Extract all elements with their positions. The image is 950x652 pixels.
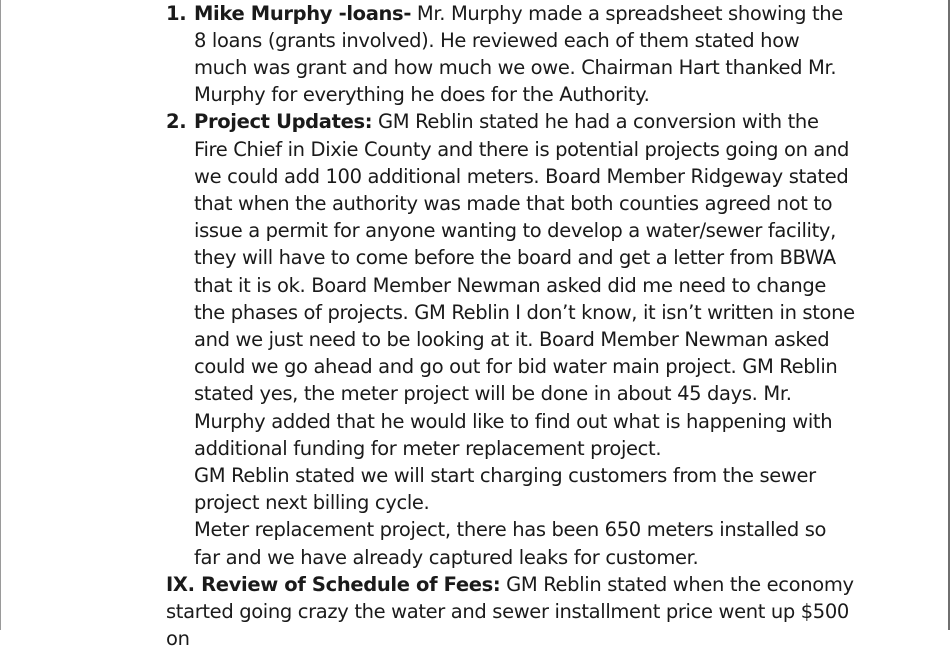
list-item-loans xyxy=(166,0,856,108)
page-left-edge xyxy=(0,0,1,630)
section-heading: IX. Review of Schedule of Fees: xyxy=(166,572,501,596)
document-page xyxy=(166,0,856,652)
item-body: Mr. Murphy made a spreadsheet showing the 8 loans (grants involved). He reviewed each of them stated how much was grant and how much we owe. Chairman Hart thanked Mr. Murphy for everything he does for the Authority. xyxy=(194,1,843,107)
item-paragraph: Meter replacement project, there has been 650 meters installed so far and we have already captured leaks for customer. xyxy=(194,518,827,569)
list-number: 1. xyxy=(166,1,187,25)
item-heading: Project Updates: xyxy=(194,110,373,134)
section-schedule-of-fees xyxy=(166,571,856,652)
section-body: GM Reblin stated when the economy started going crazy the water and sewer installment price went up $500 on xyxy=(166,572,854,651)
list-item-text xyxy=(194,0,856,108)
item-heading: Mike Murphy -loans- xyxy=(194,1,412,25)
item-paragraph: GM Reblin stated we will start charging customers from the sewer project next billing cycle. xyxy=(194,463,816,515)
list-number: 2. xyxy=(166,110,187,134)
list-item-project-updates xyxy=(166,108,856,570)
item-body: GM Reblin stated he had a conversion with the Fire Chief in Dixie County and there is potential projects going on and we could add 100 additional meters. Board Member Ridgeway stated that when the authority was made that both counties agreed not to issue a permit for anyone wanting to develop a water/sewer facility, they will have to come before the board and get a letter from BBWA that it is ok. Board Member Newman asked did me need to change the phases of projects. GM Reblin I don’t know, it isn’t written in stone and we just need to be looking at it. Board Member Newman asked could we go ahead and go out for bid water main project. GM Reblin stated yes, the meter project will be done in about 45 days. Mr. Murphy added that he would like to find out what is happening with additional funding for meter replacement project. xyxy=(194,110,855,460)
list-item-text xyxy=(194,108,856,462)
